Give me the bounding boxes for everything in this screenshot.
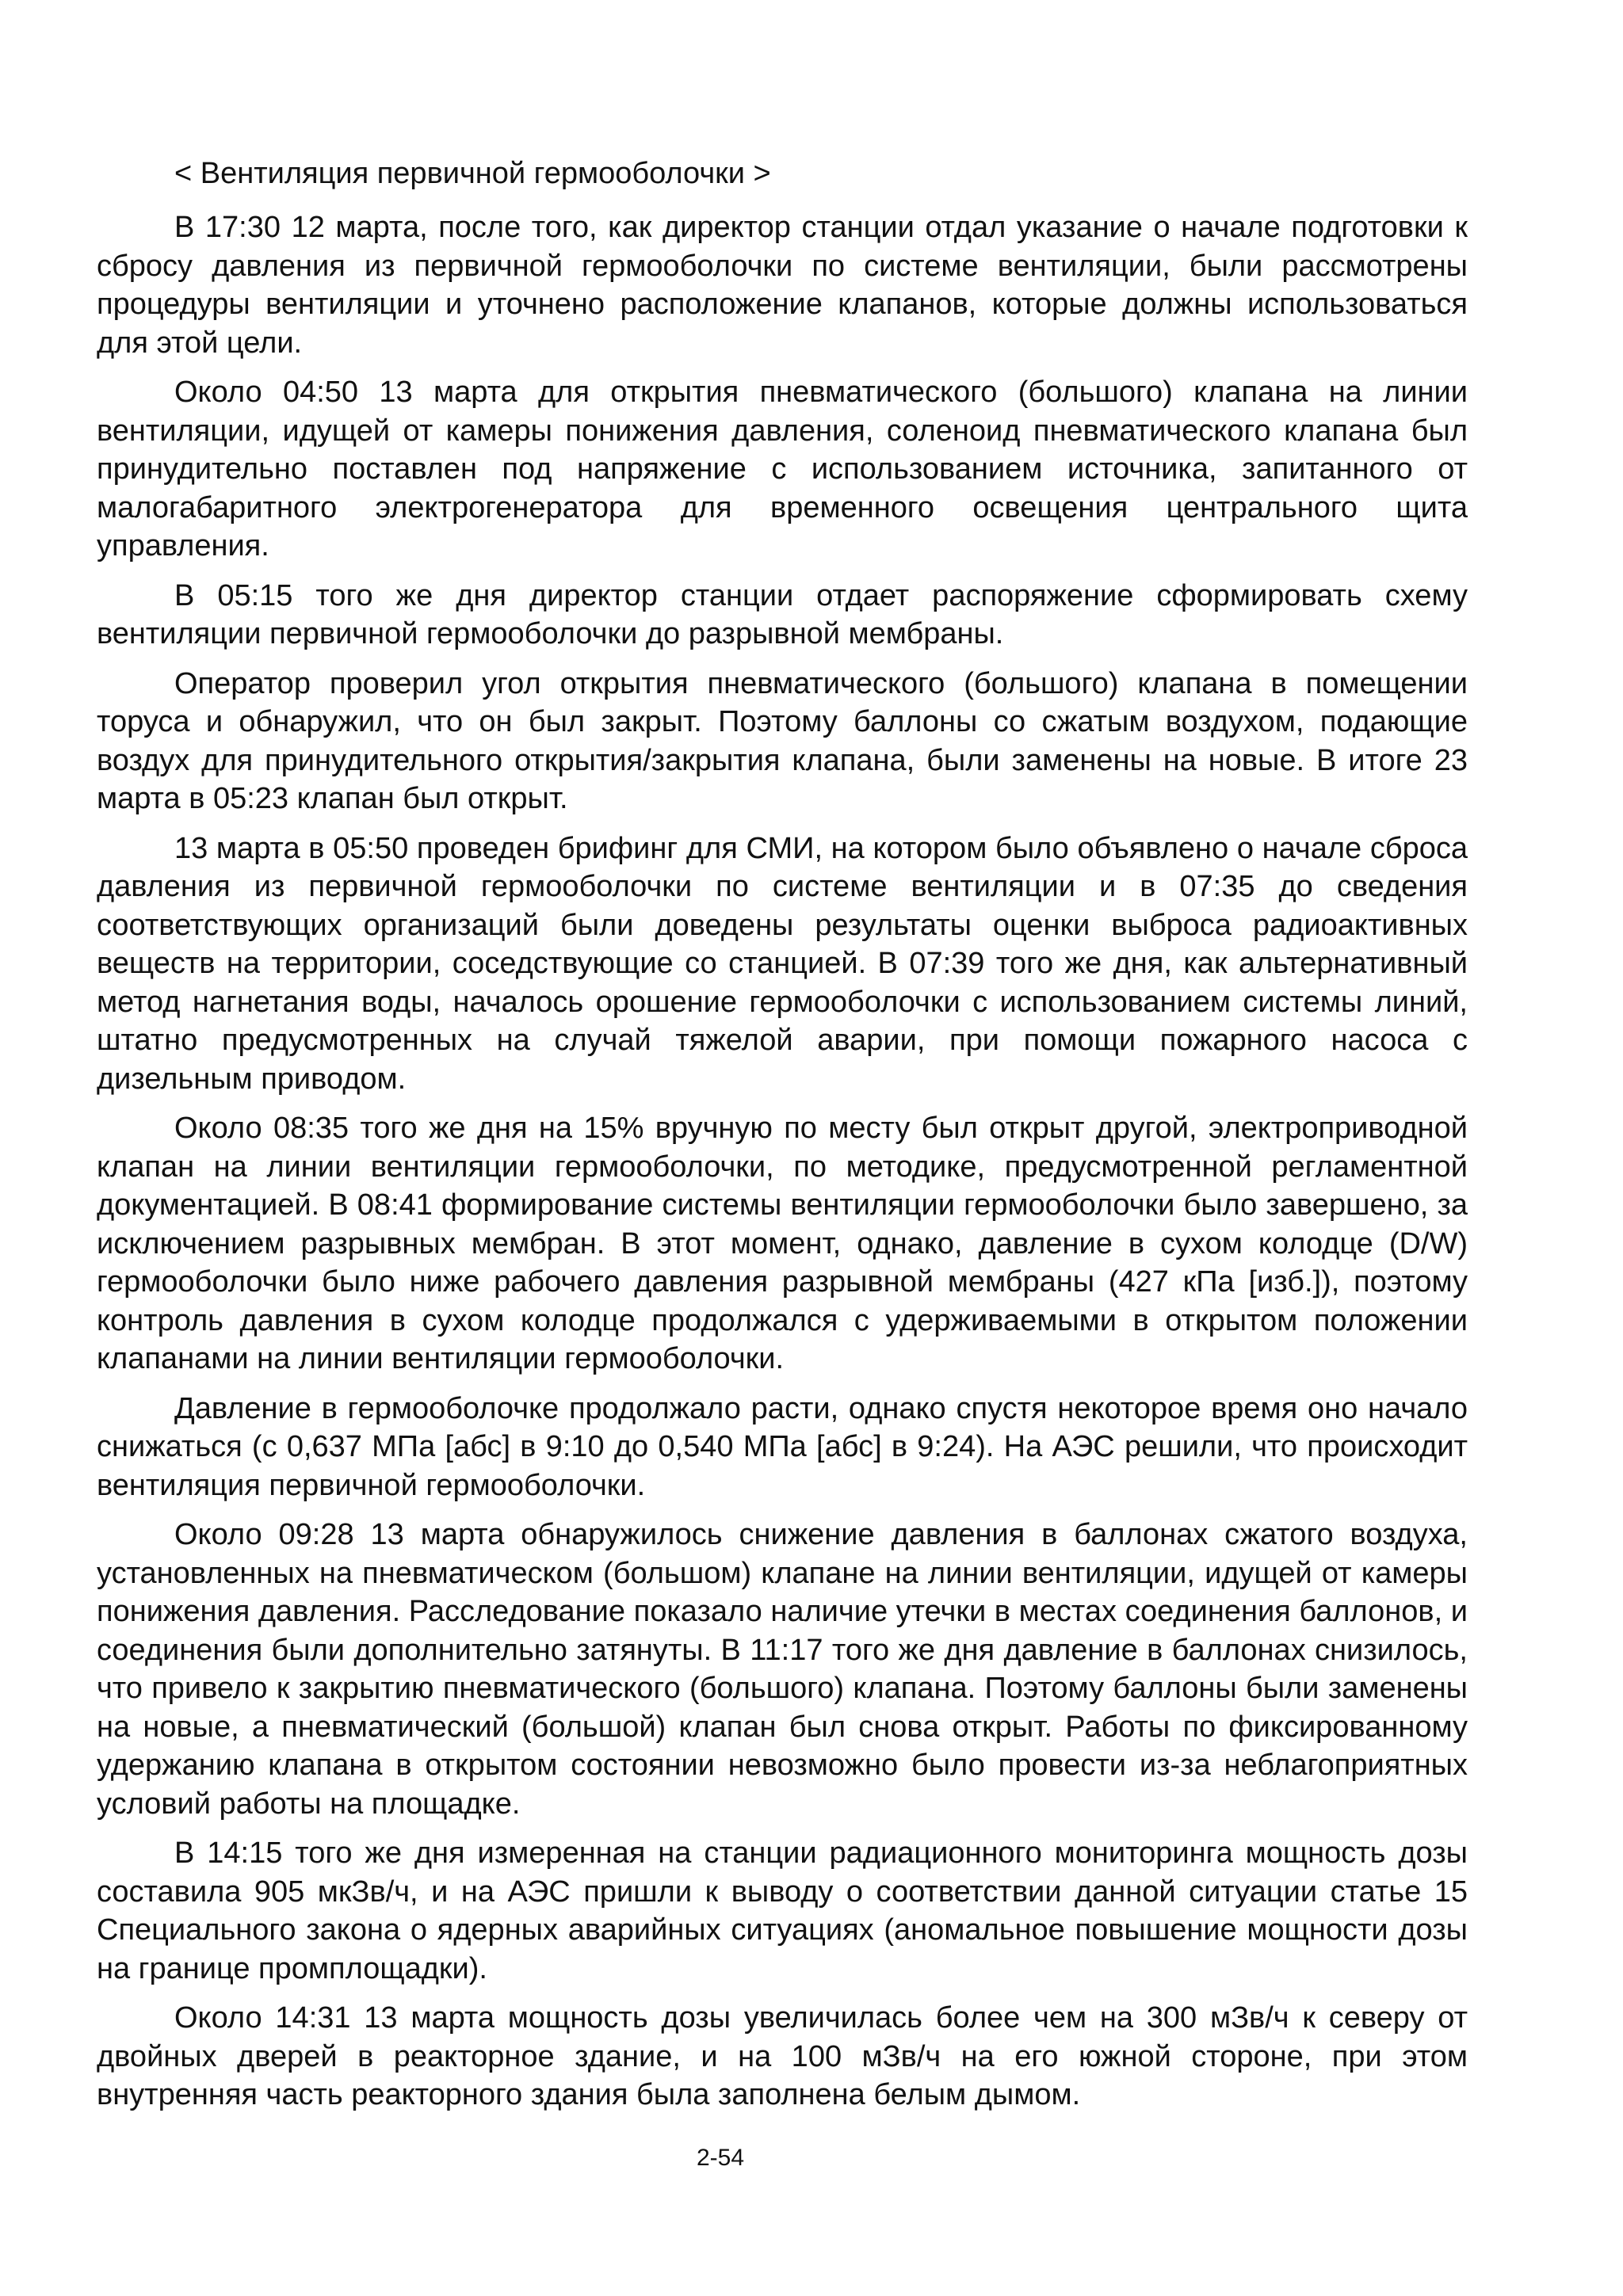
page-number: 2-54	[696, 2145, 745, 2171]
paragraph-1: В 17:30 12 марта, после того, как директор станции отдал указание о начале подготовки к сбросу давления из первичной гермооболочки по системе вентиляции, были рассмотрены процедуры вентиляции и уточнено расположение клапанов, которые должны использоваться для этой цели.	[97, 211, 1468, 360]
paragraph-5: 13 марта в 05:50 проведен брифинг для СМИ, на котором было объявлено о начале сброса давления из первичной гермооболочки по системе вентиляции и в 07:35 до сведения соответствующих организаций были доведены результаты оценки выброса радиоактивных веществ на территории, соседствующие со станцией. В 07:39 того же дня, как альтернативный метод нагнетания воды, началось орошение гермооболочки с использованием системы линий, штатно предусмотренных на случай тяжелой аварии, при помощи пожарного насоса с дизельным приводом.	[97, 831, 1468, 1096]
paragraph-2: Около 04:50 13 марта для открытия пневматического (большого) клапана на линии вентиляции, идущей от камеры понижения давления, соленоид пневматического клапана был принудительно поставлен под напряжение с использованием источника, запитанного от малогабаритного электрогенератора для временного освещения центрального щита управления.	[97, 376, 1468, 563]
paragraph-9: В 14:15 того же дня измеренная на станции радиационного мониторинга мощность дозы составила 905 мкЗв/ч, и на АЭС пришли к выводу о соответствии данной ситуации статье 15 Специального закона о ядерных аварийных ситуациях (аномальное повышение мощности дозы на границе промплощадки).	[97, 1836, 1468, 1985]
paragraph-7: Давление в гермооболочке продолжало расти, однако спустя некоторое время оно начало снижаться (с 0,637 МПа [абс] в 9:10 до 0,540 МПа [абс] в 9:24). На АЭС решили, что происходит вентиляция первичной гермооболочки.	[97, 1391, 1468, 1502]
paragraph-8: Около 09:28 13 марта обнаружилось снижение давления в баллонах сжатого воздуха, установленных на пневматическом (большом) клапане на линии вентиляции, идущей от камеры понижения давления. Расследование показало наличие утечки в местах соединения баллонов, и соединения были дополнительно затянуты. В 11:17 того же дня давление в баллонах снизилось, что привело к закрытию пневматического (большого) клапана. Поэтому баллоны были заменены на новые, а пневматический (большой) клапан был снова открыт. Работы по фиксированному удержанию клапана в открытом состоянии невозможно было провести из-за неблагоприятных условий работы на площадке.	[97, 1518, 1468, 1821]
paragraph-4: Оператор проверил угол открытия пневматического (большого) клапана в помещении торуса и обнаружил, что он был закрыт. Поэтому баллоны со сжатым воздухом, подающие воздух для принудительного открытия/закрытия клапана, были заменены на новые. В итоге 23 марта в 05:23 клапан был открыт.	[97, 666, 1468, 815]
paragraph-10: Около 14:31 13 марта мощность дозы увеличилась более чем на 300 мЗв/ч к северу от двойных дверей в реакторное здание, и на 100 мЗв/ч на его южной стороне, при этом внутренняя часть реакторного здания была заполнена белым дымом.	[97, 2001, 1468, 2111]
section-heading: < Вентиляция первичной гермооболочки >	[174, 157, 771, 190]
paragraph-3: В 05:15 того же дня директор станции отдает распоряжение сформировать схему вентиляции первичной гермооболочки до разрывной мембраны.	[97, 578, 1468, 650]
paragraph-6: Около 08:35 того же дня на 15% вручную по месту был открыт другой, электроприводной клапан на линии вентиляции гермооболочки, по методике, предусмотренной регламентной документацией. В 08:41 формирование системы вентиляции гермооболочки было завершено, за исключением разрывных мембран. В этот момент, однако, давление в сухом колодце (D/W) гермооболочки было ниже рабочего давления разрывной мембраны (427 кПа [изб.]), поэтому контроль давления в сухом колодце продолжался с удерживаемыми в открытом положении клапанами на линии вентиляции гермооболочки.	[97, 1112, 1468, 1375]
document-body	[97, 154, 1468, 2126]
